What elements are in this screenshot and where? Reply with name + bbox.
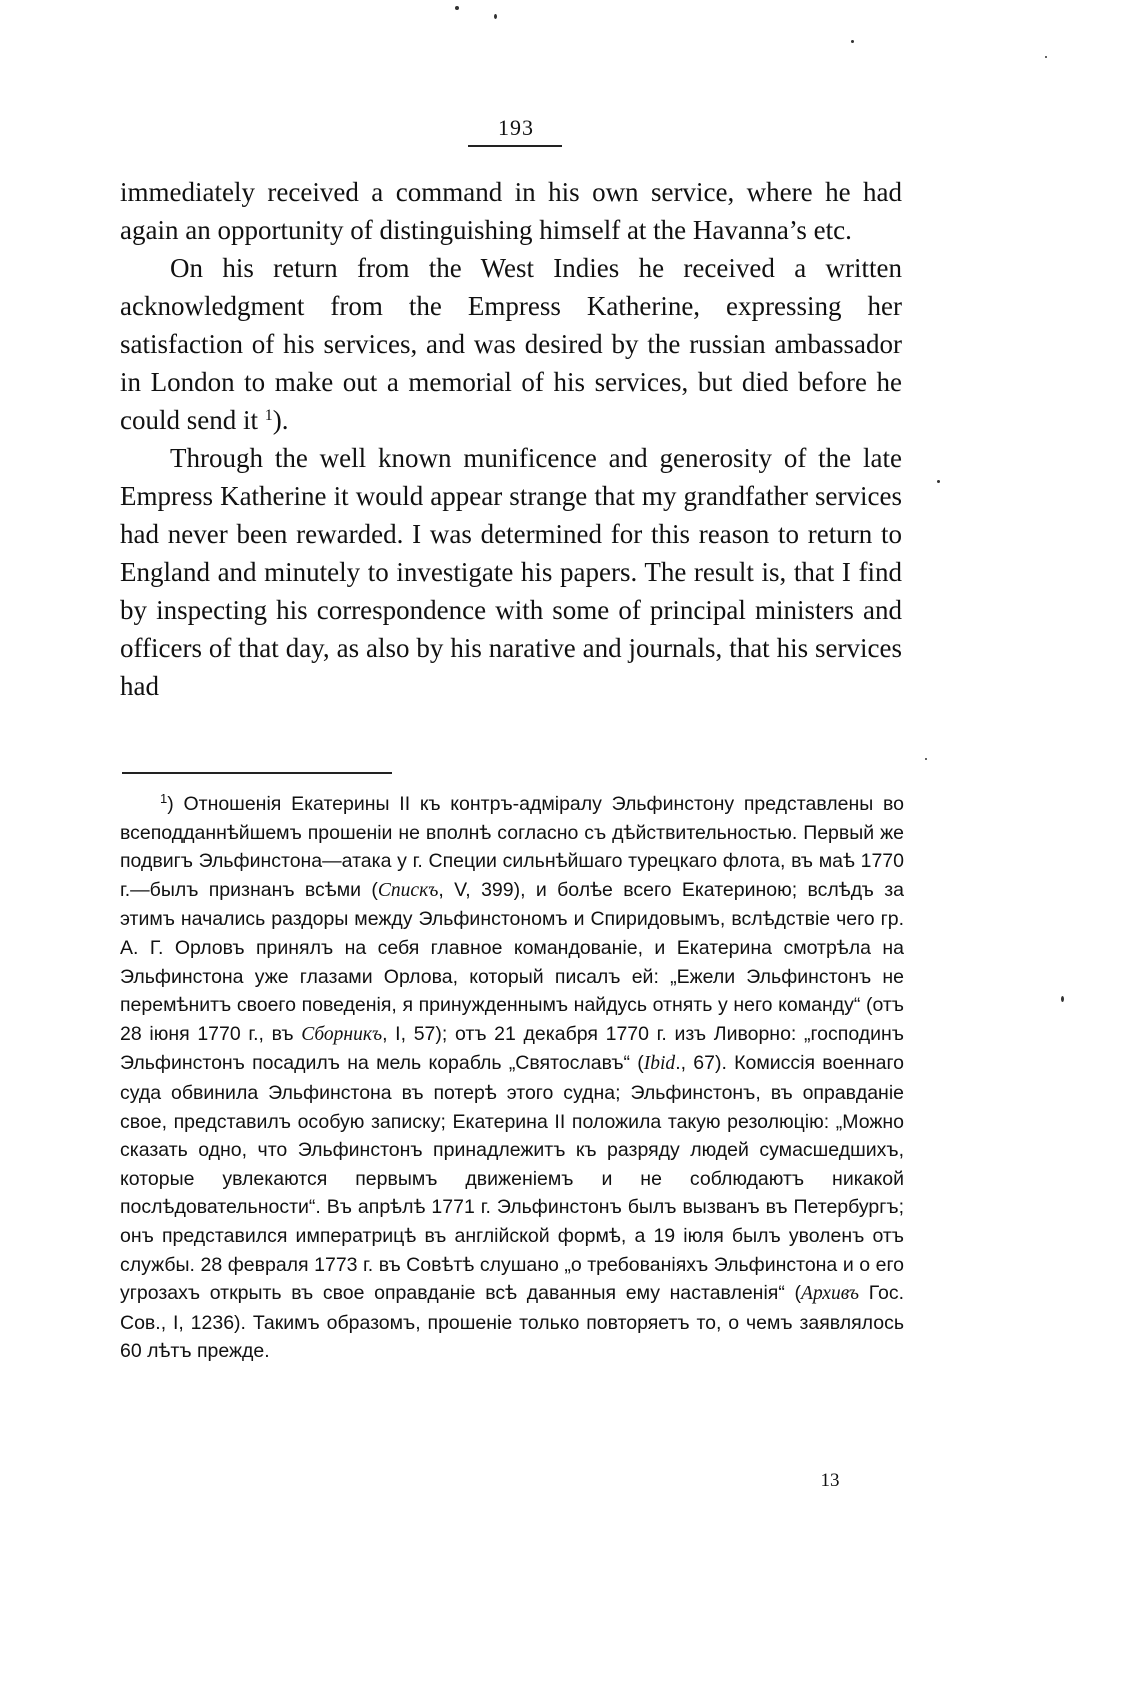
footnote-text-3: , I, 57); отъ 21 декабря 1770 г. изъ Ливорно: „господинъ Эльфинстонъ посадилъ на мель корабль „Святославъ“ ( bbox=[120, 1022, 904, 1075]
footnote-text-2: , V, 399), и болѣе всего Екатериною; вслѣдъ за этимъ начались раздоры между Эльфинстономъ и Спиридовымъ, вслѣдствіе чего гр. А. Г. Орловъ принялъ на себя главное командованіе, и Екатерина смотрѣла на Эльфинстона уже глазами Орлова, который писалъ ей: „Ежели Эльфинстонъ не перемѣнитъ своего поведенія, я принужденнымъ найдусь отнять у него команду“ (отъ 28 іюня 1770 г., въ bbox=[120, 878, 905, 1045]
footnote-ref-ibid: Ibid bbox=[643, 1053, 676, 1075]
page-number: 193 bbox=[498, 115, 534, 140]
signature-mark: 13 bbox=[820, 1470, 840, 1491]
scan-speck bbox=[1061, 996, 1064, 1002]
paragraph-1: immediately received a command in his own service, where he had again an opportunity of distinguishing himself at the Havanna’s etc. bbox=[120, 177, 902, 245]
footnote bbox=[120, 790, 904, 1366]
main-text bbox=[120, 173, 902, 705]
footnote-marker-paren: ) bbox=[167, 793, 184, 815]
footnote-ref-arkhiv: Архивъ bbox=[801, 1283, 860, 1305]
page-number-rule bbox=[468, 145, 562, 147]
scan-speck bbox=[937, 480, 940, 483]
footnote-text-5: Гос. Сов., I, 1236). Такимъ образомъ, прошеніе только повторяетъ то, о чемъ заявлялось 60 лѣтъ прежде. bbox=[120, 1282, 904, 1363]
scan-speck bbox=[851, 40, 854, 43]
footnote-ref-spisok: Спискъ bbox=[377, 879, 439, 901]
paragraph-3: Through the well known munificence and generosity of the late Empress Katherine it would appear strange that my grandfather services had never been rewarded. I was determined for this reason to return to England and minutely to investigate his papers. The result is, that I find by inspecting his correspondence with some of principal ministers and officers of that day, as also by his narative and journals, that his services had bbox=[120, 443, 902, 701]
footnote-ref-sbornik: Сборникъ bbox=[301, 1023, 383, 1045]
footnote-text-4: ., 67). Комиссія военнаго суда обвинила Эльфинстона въ потерѣ этого судна; Эльфинстонъ, въ оправданіе свое, представилъ особую записку; Екатерина II положила такую резолюцію: „Можно сказать одно, что Эльфинстонъ принадлежитъ къ разряду людей сумасшедшихъ, которые увлекаются первымъ движеніемъ и не соблюдаютъ никакой послѣдовательности“. Въ апрѣлѣ 1771 г. Эльфинстонъ былъ вызванъ въ Петербургъ; онъ представился императрицѣ въ англійской формѣ, а 19 іюля былъ уволенъ отъ службы. 28 февраля 1773 г. въ Совѣтѣ слушано „о требованіяхъ Эльфинстона и о его угрозахъ открыть въ свое оправданіе всѣ даванныя ему наставленія“ ( bbox=[120, 1052, 905, 1305]
footnote-text-1: Отношенія Екатерины II къ контръ-адміралу Эльфинстону представлены во всеподданнѣйшемъ прошеніи не вполнѣ согласно съ дѣйствительностью. Первый же подвигъ Эльфинстона—атака у г. Специи сильнѣйшаго турецкаго флота, въ маѣ 1770 г.—былъ признанъ всѣми ( bbox=[120, 793, 904, 901]
paragraph-2-end: ). bbox=[272, 405, 289, 435]
paragraph-2-text: On his return from the West Indies he received a written acknowledgment from the Empress Katherine, expressing her satisfaction of his services, and was desired by the russian ambassador in London to make out a memorial of his services, but died before he could send it bbox=[120, 253, 902, 435]
footnote-rule bbox=[122, 772, 392, 774]
scan-speck bbox=[494, 14, 497, 19]
footnote-marker: 1 bbox=[160, 791, 168, 806]
scan-speck bbox=[925, 758, 927, 760]
paragraph-2 bbox=[120, 249, 902, 439]
scan-speck bbox=[1045, 56, 1047, 58]
footnote-reference: 1 bbox=[264, 407, 273, 424]
scan-speck bbox=[455, 6, 459, 10]
